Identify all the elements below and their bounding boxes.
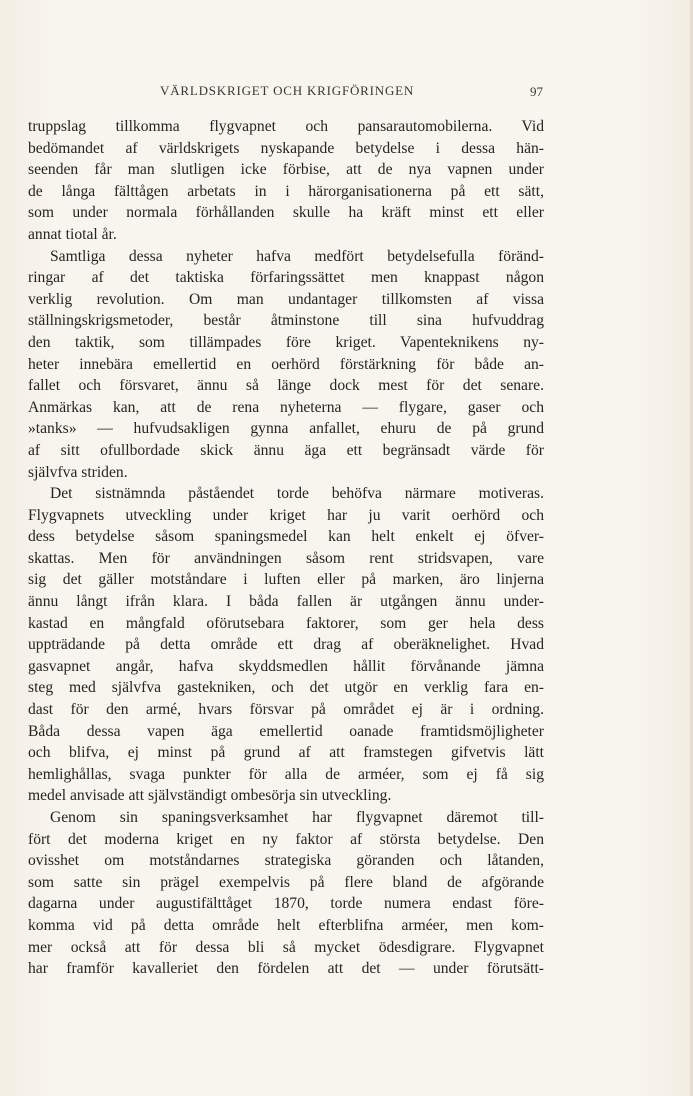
text-line: fallet och försvaret, ännu så länge dock mest för det senare. bbox=[28, 377, 544, 395]
text-line: fört det moderna kriget en ny faktor af största betydelse. Den bbox=[28, 830, 544, 848]
text-line: och blifva, ej minst på grund af att framstegen gifvetvis lätt bbox=[28, 744, 544, 762]
text-line: komma vid på detta område helt efterblifna arméer, men kom- bbox=[28, 916, 544, 934]
paragraph-start: Genom sin spaningsverksamhet har flygvapnet däremot till- bbox=[50, 809, 544, 826]
text-line: hemlighållas, svaga punkter för alla de arméer, som ej få sig bbox=[28, 765, 544, 783]
text-line: självfva striden. bbox=[28, 463, 128, 481]
text-line: ställningskrigsmetoder, består åtminstone till sina hufvuddrag bbox=[28, 312, 544, 330]
text-line: ringar af det taktiska förfaringssättet men knappast någon bbox=[28, 269, 544, 287]
text-line: skattas. Men för användningen såsom rent stridsvapen, vare bbox=[28, 549, 544, 567]
text-line: ovisshet om motståndarnes strategiska göranden och låtanden, bbox=[28, 852, 544, 870]
text-line: de långa fälttågen arbetats in i härorganisationerna på ett sätt, bbox=[28, 182, 544, 200]
running-head: VÄRLDSKRIGET OCH KRIGFÖRINGEN bbox=[160, 83, 415, 98]
text-line: som satte sin prägel exempelvis på flere bland de afgörande bbox=[28, 873, 544, 891]
text-line: som under normala förhållanden skulle ha kräft minst ett eller bbox=[28, 204, 544, 222]
text-line: sig det gäller motståndare i luften eller på marken, äro linjerna bbox=[28, 571, 544, 589]
body-text bbox=[28, 116, 544, 980]
text-line: Anmärkas kan, att de rena nyheterna — flygare, gaser och bbox=[28, 398, 544, 416]
text-line: dess betydelse såsom spaningsmedel kan helt enkelt ej öfver- bbox=[28, 528, 544, 546]
text-line: Båda dessa vapen äga emellertid oanade framtidsmöjligheter bbox=[28, 722, 544, 740]
text-line: steg med självfva gastekniken, och det utgör en verklig fara en- bbox=[28, 679, 544, 697]
text-line: verklig revolution. Om man undantager tillkomsten af vissa bbox=[28, 290, 544, 308]
text-line: ännu långt ifrån klara. I båda fallen är utgången ännu under- bbox=[28, 593, 544, 611]
text-line: kastad en mångfald oförutsebara faktorer, som ger hela dess bbox=[28, 614, 544, 632]
paragraph-start: Det sistnämnda påståendet torde behöfva närmare motiveras. bbox=[50, 485, 544, 503]
text-line: af sitt ofullbordade skick ännu äga ett begränsadt värde för bbox=[28, 441, 544, 459]
text-line: uppträdande på detta område ett drag af oberäknelighet. Hvad bbox=[28, 636, 544, 654]
text-line: annat tiotal år. bbox=[28, 225, 117, 243]
text-line: gasvapnet angår, hafva skyddsmedlen hållit förvånande jämna bbox=[28, 657, 544, 675]
text-line: dast för den armé, hvars försvar på området ej är i ordning. bbox=[28, 701, 544, 719]
text-line: seenden får man slutligen icke förbise, att de nya vapnen under bbox=[28, 161, 544, 179]
text-line: medel anvisade att självständigt ombesörja sin utveckling. bbox=[28, 787, 392, 805]
text-line: har framför kavalleriet den fördelen att det — under förutsätt- bbox=[28, 960, 544, 978]
text-line: den taktik, som tillämpades före kriget. Vapenteknikens ny- bbox=[28, 333, 544, 351]
text-line: dagarna under augustifälttåget 1870, torde numera endast före- bbox=[28, 895, 544, 913]
text-line: Flygvapnets utveckling under kriget har ju varit oerhörd och bbox=[28, 506, 544, 524]
text-line: heter innebära emellertid en oerhörd förstärkning för både an- bbox=[28, 355, 544, 373]
paragraph-start: Samtliga dessa nyheter hafva medfört betydelsefulla föränd- bbox=[50, 247, 544, 265]
page-number: 97 bbox=[530, 84, 543, 99]
text-line: truppslag tillkomma flygvapnet och pansarautomobilerna. Vid bbox=[28, 118, 544, 135]
text-line: »tanks» — hufvudsakligen gynna anfallet, ehuru de på grund bbox=[28, 420, 544, 438]
text-line: mer också att för dessa bli så mycket ödesdigrare. Flygvapnet bbox=[28, 938, 544, 956]
text-line: bedömandet af världskrigets nyskapande betydelse i dessa hän- bbox=[28, 139, 544, 157]
